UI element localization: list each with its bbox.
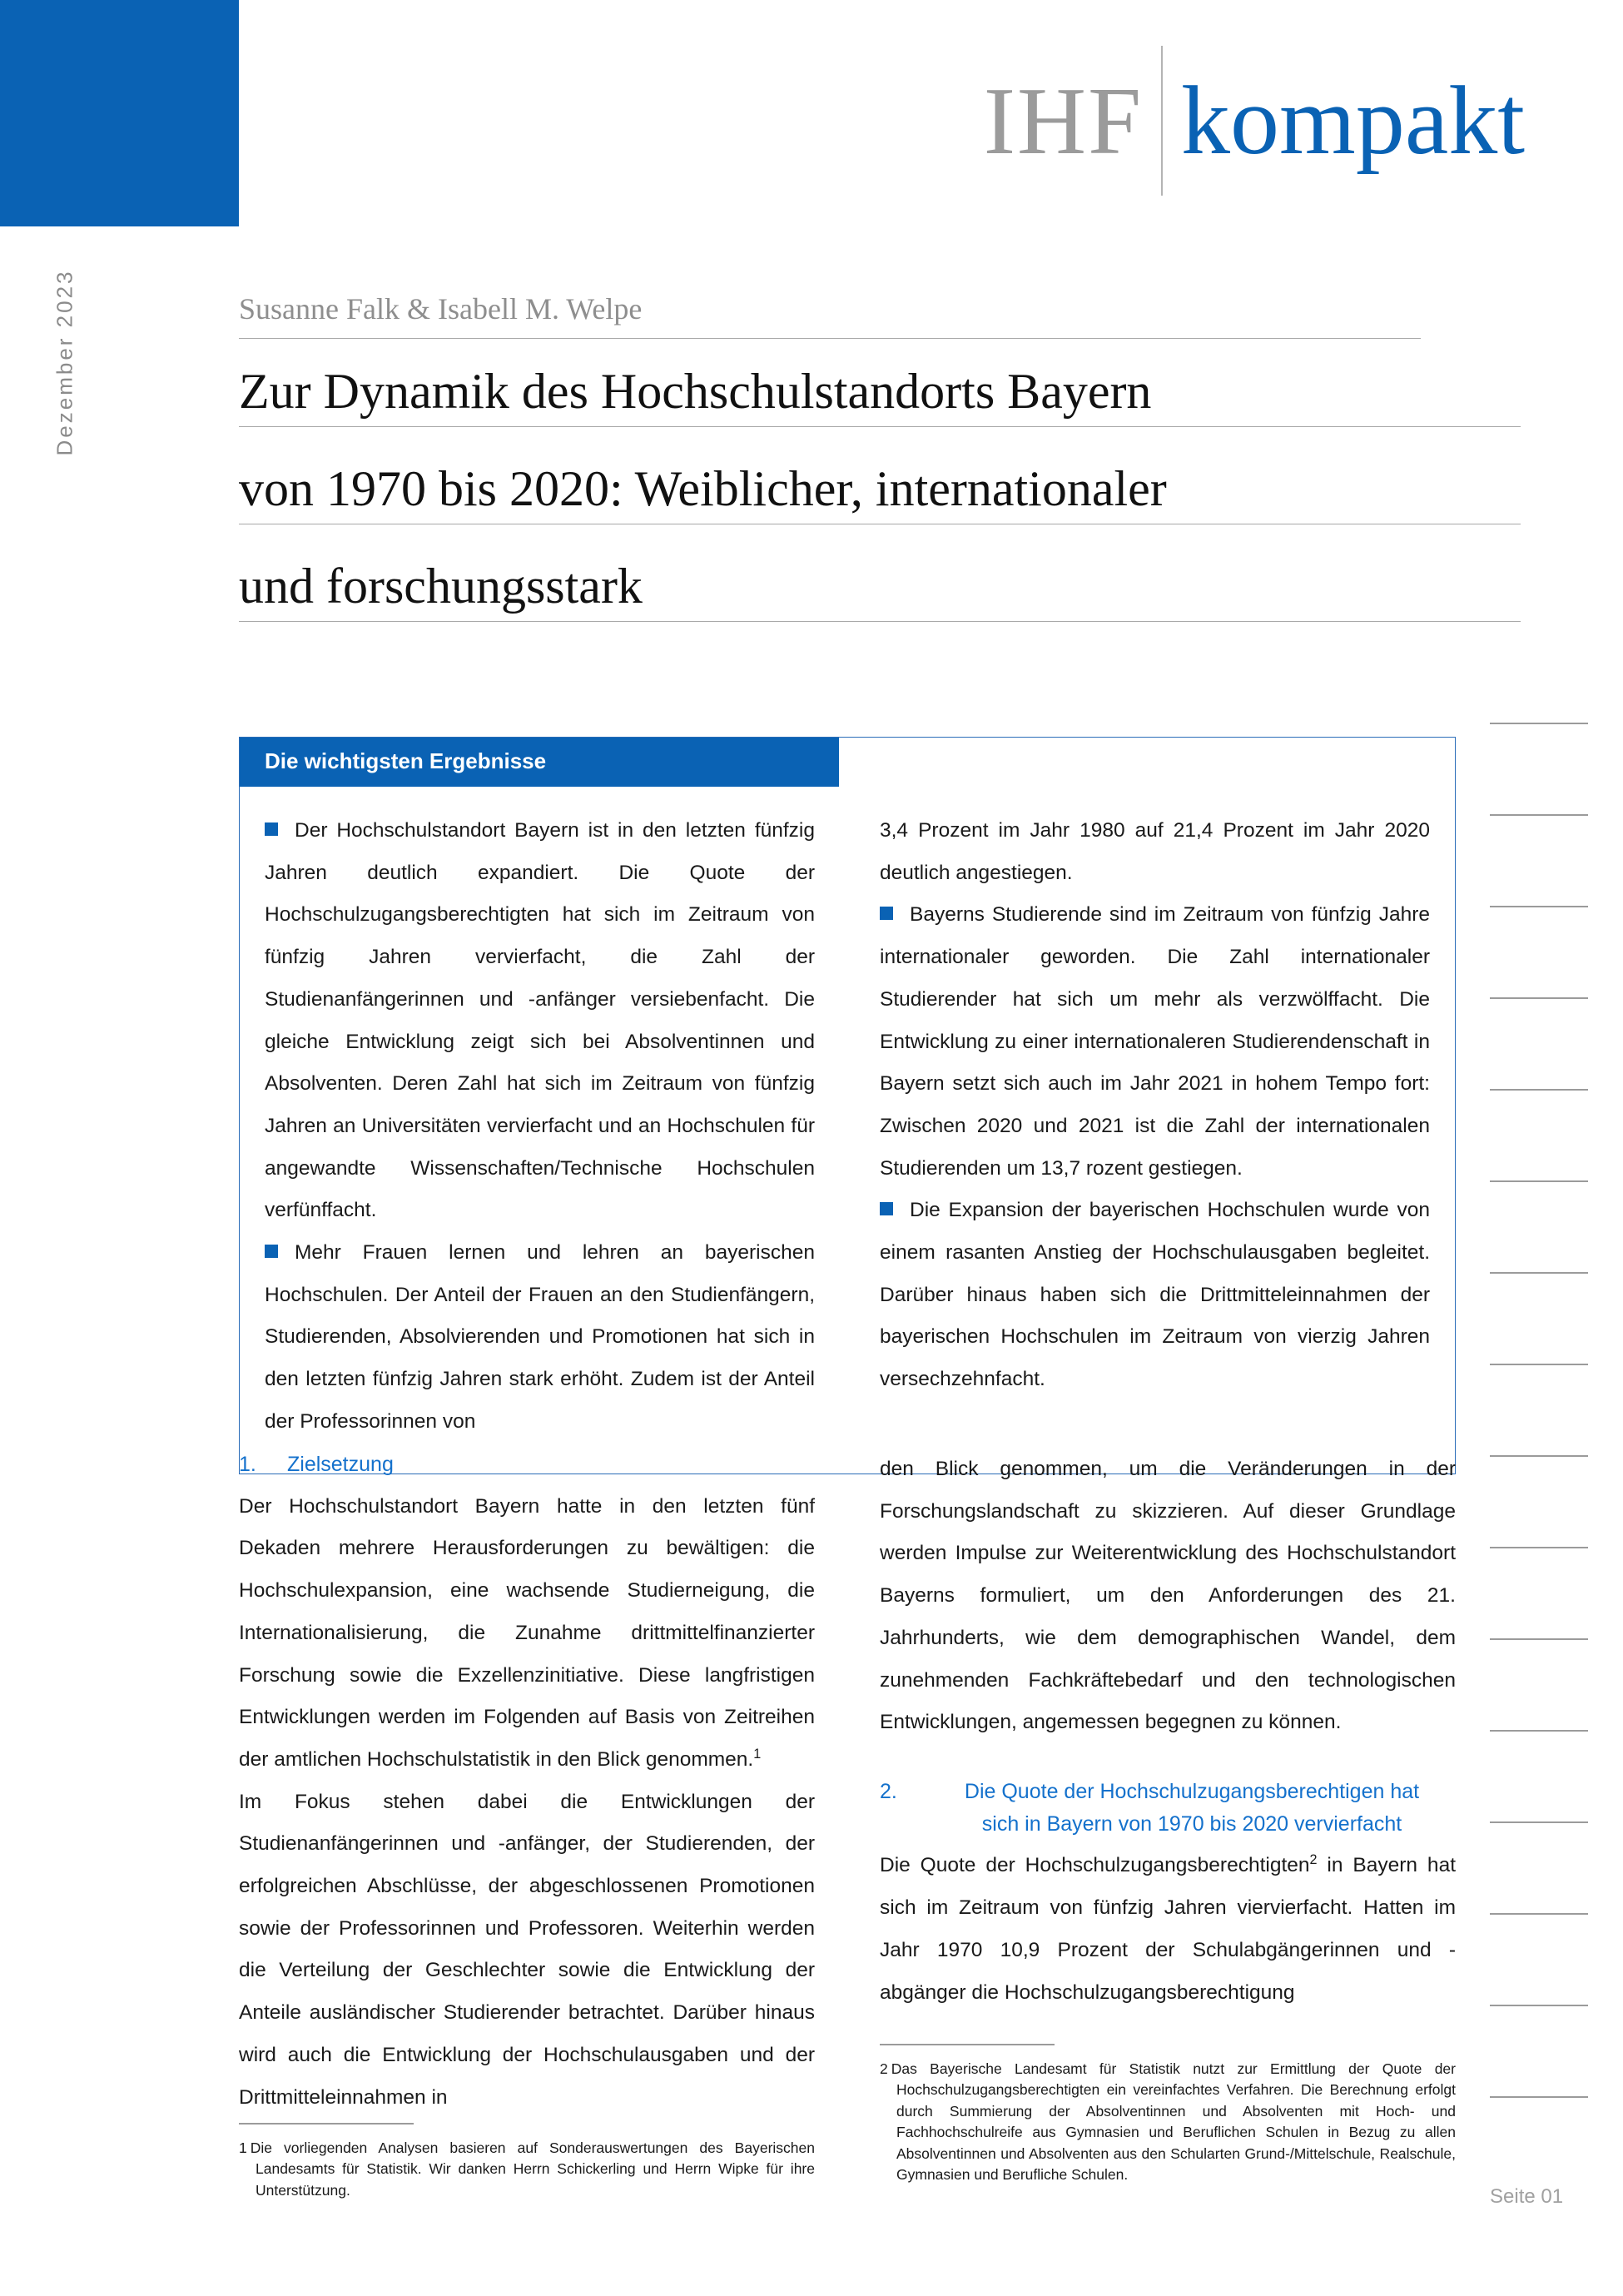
section-title-line-2: sich in Bayern von 1970 bis 2020 vervierfacht: [981, 1811, 1402, 1836]
bullet-square-icon: [265, 822, 278, 836]
key-results-column-right: [880, 810, 1430, 1444]
page-title-line-3: und forschungsstark: [239, 561, 1521, 622]
footnote-column-right: [880, 2044, 1456, 2186]
margin-rule: [1490, 1272, 1588, 1274]
body-columns: [239, 1449, 1456, 2119]
section-2-paragraph-1-text-b: in Bayern hat sich im Zeitraum von fünfzig Jahren viervierfacht. Hatten im Jahr 1970 10,9 Prozent der Schulabgängerinnen und -abgänger die Hochschulzugangsberechtigung: [880, 1854, 1456, 2004]
section-heading-2: [880, 1776, 1456, 1841]
page-title: [239, 366, 1521, 658]
margin-rule: [1490, 997, 1588, 999]
footnote-2: [880, 2059, 1456, 2186]
section-1-paragraph-3: den Blick genommen, um die Veränderungen in der Forschungslandschaft zu skizzieren. Auf dieser Grundlage werden Impulse zur Weiterentwicklung des Hochschulstandort Bayerns formuliert, um den Anforderungen des 21. Jahrhunderts, wie dem demographischen Wandel, dem zunehmenden Fachkräftebedarf und den technologischen Entwicklungen, angemessen begegnen zu können.: [880, 1458, 1456, 1734]
key-result-item: [880, 894, 1430, 1190]
brand-color-block: [0, 0, 239, 226]
key-result-item: [880, 1190, 1430, 1401]
footnote-separator-rule: [239, 2123, 414, 2125]
footnote-1: [239, 2138, 815, 2202]
footnote-1-text: Die vorliegenden Analysen basieren auf Sonderauswertungen des Bayerischen Landesamts für Statistik. Wir danken Herrn Schickerling und Herrn Wipke für ihre Unterstützung.: [250, 2139, 815, 2199]
section-1-paragraph-2: Im Fokus stehen dabei die Entwicklungen der Studienanfängerinnen und -anfänger, der Studierenden, der erfolgreichen Abschlüsse, der abgeschlossenen Promotionen sowie der Professorinnen und Professoren. Weiterhin werden die Verteilung der Geschlechter sowie die Entwicklung der Anteile ausländischer Studierender betrachtet. Darüber hinaus wird auch die Entwicklung der Hochschulausgaben und der Drittmitteleinnahmen in: [239, 1790, 815, 2109]
margin-rule: [1490, 2096, 1588, 2098]
section-2-paragraph-1: [880, 1845, 1456, 2014]
section-title: [928, 1776, 1456, 1841]
footnote-separator-rule: [880, 2044, 1055, 2045]
margin-rule: [1490, 723, 1588, 724]
section-title: Zielsetzung: [287, 1453, 394, 1476]
key-result-continuation: 3,4 Prozent im Jahr 1980 auf 21,4 Prozent im Jahr 2020 deutlich angestiegen.: [880, 819, 1430, 884]
key-results-header: Die wichtigsten Ergebnisse: [240, 738, 839, 787]
key-result-text: Bayerns Studierende sind im Zeitraum von fünfzig Jahre internationaler geworden. Die Zahl internationaler Studierender hat sich um mehr als verzwölffacht. Die Entwicklung zu einer internationaleren Studierendenschaft in Bayern setzt sich auch im Jahr 2021 in hohem Tempo fort: Zwischen 2020 und 2021 ist die Zahl der internationalen Studierenden um 13,7 rozent gestiegen.: [880, 903, 1430, 1180]
margin-rule: [1490, 1730, 1588, 1732]
issue-date-label: Dezember 2023: [52, 269, 77, 456]
key-results-body: [240, 787, 1455, 1474]
section-number: 2.: [880, 1779, 897, 1803]
margin-rules: [1490, 0, 1623, 2296]
footnote-column-left: [239, 2044, 815, 2201]
footnotes-area: [239, 2044, 1456, 2201]
key-results-box: [239, 737, 1456, 1474]
key-result-item: [265, 810, 815, 1232]
section-1-paragraph-1: [239, 1486, 815, 1782]
section-2-paragraph-1-text-a: Die Quote der Hochschulzugangsberechtigten: [880, 1854, 1310, 1877]
logo-kompakt-text: kompakt: [1181, 66, 1525, 175]
footnote-ref-2[interactable]: 2: [1309, 1852, 1318, 1868]
key-result-text: Mehr Frauen lernen und lehren an bayerischen Hochschulen. Der Anteil der Frauen an den Studienfängern, Studierenden, Absolvierenden und Promotionen hat sich in den letzten fünfzig Jahren stark erhöht. Zudem ist der Anteil der Professorinnen von: [265, 1241, 815, 1433]
margin-rule: [1490, 1089, 1588, 1091]
margin-rule: [1490, 1913, 1588, 1915]
margin-rule: [1490, 1364, 1588, 1365]
key-results-column-left: [265, 810, 815, 1444]
bullet-square-icon: [880, 1202, 893, 1215]
page-title-line-2: von 1970 bis 2020: Weiblicher, internationaler: [239, 464, 1521, 524]
margin-rule: [1490, 1455, 1588, 1457]
margin-rule: [1490, 2005, 1588, 2006]
margin-rule: [1490, 1547, 1588, 1548]
masthead-logo: [984, 67, 1525, 175]
section-title-line-1: Die Quote der Hochschulzugangsberechtigen hat: [964, 1779, 1420, 1803]
margin-rule: [1490, 906, 1588, 907]
page-number: Seite 01: [1490, 2185, 1564, 2208]
key-result-text: Die Expansion der bayerischen Hochschulen wurde von einem rasanten Anstieg der Hochschulausgaben begleitet. Darüber hinaus haben sich die Drittmitteleinnahmen der bayerischen Hochschulen im Zeitraum von vierzig Jahren versechzehnfacht.: [880, 1199, 1430, 1391]
body-column-left: [239, 1449, 815, 2119]
footnote-1-number: 1: [239, 2139, 247, 2156]
margin-rule: [1490, 1180, 1588, 1182]
footnote-2-number: 2: [880, 2060, 888, 2077]
footnote-ref-1[interactable]: 1: [753, 1746, 762, 1762]
bullet-square-icon: [265, 1245, 278, 1258]
section-heading-1: [239, 1449, 815, 1481]
page-title-line-1: Zur Dynamik des Hochschulstandorts Bayern: [239, 366, 1521, 427]
margin-rule: [1490, 1821, 1588, 1823]
logo-divider: [1161, 46, 1163, 196]
section-number: 1.: [239, 1453, 256, 1476]
authors-line: Susanne Falk & Isabell M. Welpe: [239, 291, 1421, 339]
margin-rule: [1490, 814, 1588, 816]
margin-rule: [1490, 1638, 1588, 1640]
body-column-right: [880, 1449, 1456, 2119]
key-result-item: [265, 1232, 815, 1444]
section-1-paragraph-1-text: Der Hochschulstandort Bayern hatte in den letzten fünf Dekaden mehrere Herausforderungen zu bewältigen: die Hochschulexpansion, eine wachsende Studierneigung, die Internationalisierung, die Zunahme drittmittelfinanzierter Forschung sowie die Exzellenzinitiative. Diese langfristigen Entwicklungen werden im Folgenden auf Basis von Zeitreihen der amtlichen Hochschulstatistik in den Blick genommen.: [239, 1494, 815, 1771]
bullet-square-icon: [880, 907, 893, 920]
footnote-2-text: Das Bayerische Landesamt für Statistik nutzt zur Ermittlung der Quote der Hochschulzugangsberechtigten ein vereinfachtes Verfahren. Die Berechnung erfolgt durch Summierung der Absolventinnen und Absolventen mit Hoch- und Fachhochschulreife aus Gymnasien und Beruflichen Schulen in Bezug zu allen Absolventinnen und Absolventen aus den Schularten Grund-/Mittelschule, Realschule, Gymnasien und Berufliche Schulen.: [891, 2060, 1456, 2184]
logo-ihf-text: IHF: [983, 67, 1144, 174]
key-result-text: Der Hochschulstandort Bayern ist in den letzten fünfzig Jahren deutlich expandiert. Die Quote der Hochschulzugangsberechtigten hat sich im Zeitraum von fünfzig Jahren vervierfacht, die Zahl der Studienanfängerinnen und -anfänger versiebenfacht. Die gleiche Entwicklung zeigt sich bei Absolventinnen und Absolventen. Deren Zahl hat sich im Zeitraum von fünfzig Jahren an Universitäten vervierfacht und an Hochschulen für angewandte Wissenschaften/Technische Hochschulen verfünffacht.: [265, 819, 815, 1222]
